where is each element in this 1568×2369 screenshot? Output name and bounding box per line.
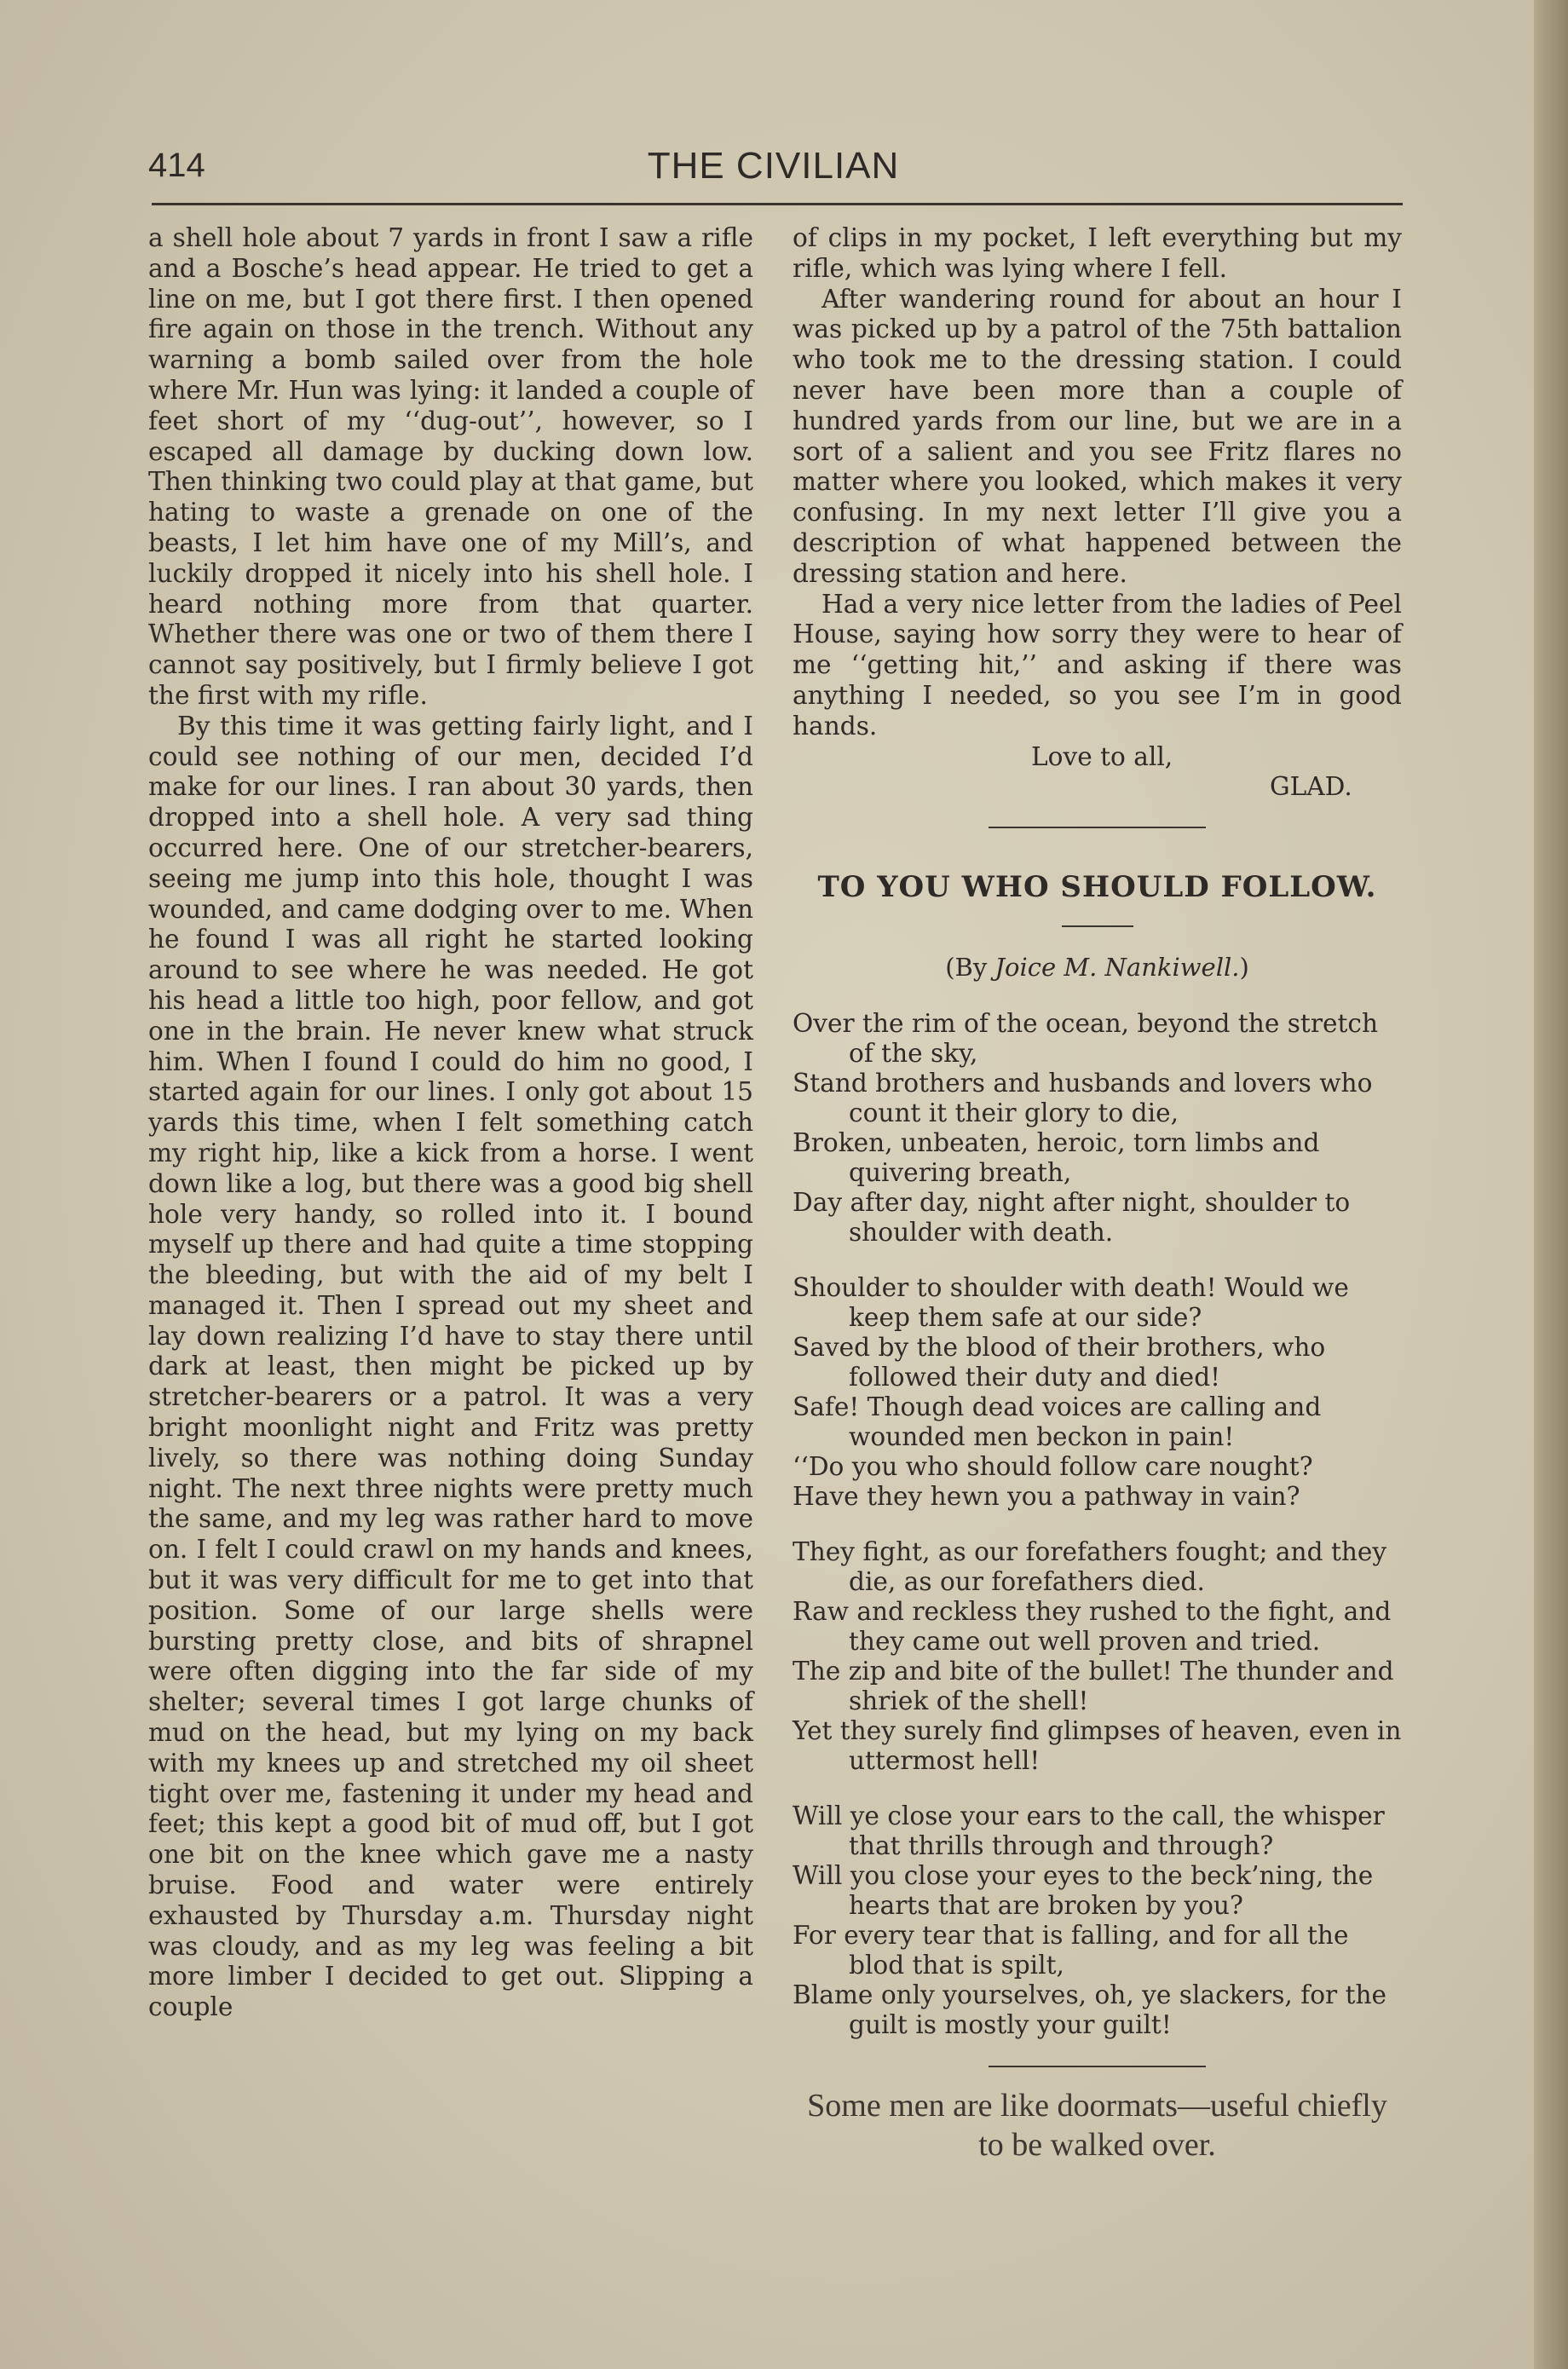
poem-line: Saved by the blood of their brothers, who followed their duty and died! <box>793 1332 1326 1392</box>
left-column <box>148 223 753 2023</box>
poem-line: ‘‘Do you who should follow care nought? <box>793 1451 1313 1481</box>
poem-line: They fight, as our forefathers fought; and they die, as our forefathers died. <box>793 1536 1387 1596</box>
right-column <box>793 223 1402 2164</box>
poem-line: Safe! Though dead voices are calling and wounded men beckon in pain! <box>793 1392 1322 1451</box>
page-binding-edge <box>1534 0 1568 2369</box>
header-rule <box>152 203 1403 205</box>
poem-stanza <box>793 1009 1402 1248</box>
title-divider <box>1062 925 1133 927</box>
page-header <box>145 143 1402 194</box>
page-number: 414 <box>148 147 205 184</box>
running-title: THE CIVILIAN <box>647 145 900 187</box>
poem-line: Will ye close your ears to the call, the whisper that thrills through and through? <box>793 1801 1385 1860</box>
poem-line: For every tear that is falling, and for all the blod that is spilt, <box>793 1920 1349 1980</box>
poem-line: Blame only yourselves, oh, ye slackers, for the guilt is mostly your guilt! <box>793 1980 1387 2039</box>
poem-stanza <box>793 1537 1402 1776</box>
letter-paragraph: Had a very nice letter from the ladies of Peel House, saying how sorry they were to hear of me ‘‘getting hit,’’ and asking if there was anything I needed, so you see I’m in good hands. <box>793 589 1402 741</box>
filler-quip: Some men are like doormats—useful chiefly to be walked over. <box>807 2087 1387 2163</box>
poem-line: Broken, unbeaten, heroic, torn limbs and quivering breath, <box>793 1127 1320 1187</box>
poem-line: Have they hewn you a pathway in vain? <box>793 1481 1300 1511</box>
letter-paragraph: After wandering round for about an hour I was picked up by a patrol of the 75th battalion who took me to the dressing station. I could never have been more than a couple of hundred yards from our line, but we are in a sort of a salient and you see Fritz flares no matter where you looked, which makes it very confusing. In my next letter I’ll give you a description of what happened between the dressing station and here. <box>793 284 1402 588</box>
letter-signoff <box>793 742 1402 804</box>
poem-line: The zip and bite of the bullet! The thunder and shriek of the shell! <box>793 1656 1394 1715</box>
section-divider <box>989 827 1206 828</box>
poem-line: Shoulder to shoulder with death! Would we keep them safe at our side? <box>793 1272 1349 1332</box>
poem-line: Stand brothers and husbands and lovers who count it their glory to die, <box>793 1068 1373 1127</box>
letter-paragraph: By this time it was getting fairly light, and I could see nothing of our men, decided I’d make for our lines. I ran about 30 yards, then dropped into a shell hole. A very sad thing occurred here. One of our stretcher-bearers, seeing me jump into this hole, thought I was wounded, and came dodging over to me. When he found I was all right he started looking around to see where he was needed. He got his head a little too high, poor fellow, and got one in the brain. He never knew what struck him. When I found I could do him no good, I started again for our lines. I only got about 15 yards this time, when I felt something catch my right hip, like a kick from a horse. I went down like a log, but there was a good big shell hole very handy, so rolled into it. I bound myself up there and had quite a time stopping the bleeding, but with the aid of my belt I managed it. Then I spread out my sheet and lay down realizing I’d have to stay there until dark at least, then might be picked up by stretcher-bearers or a patrol. It was a very bright moonlight night and Fritz was pretty lively, so there was nothing doing Sunday night. The next three nights were pretty much the same, and my leg was rather hard to move on. I felt I could crawl on my hands and knees, but it was very difficult for me to get into that position. Some of our large shells were bursting pretty close, and bits of shrapnel were often digging into the far side of my shelter; several times I got large chunks of mud on the head, but my lying on my back with my knees up and stretched my oil sheet tight over me, fastening it under my head and feet; this kept a good bit of mud off, but I got one bit on the knee which gave me a nasty bruise. Food and water were entirely exhausted by Thursday a.m. Thursday night was cloudy, and as my leg was feeling a bit more limber I decided to get out. Slipping a couple <box>148 711 753 2022</box>
poem-author: Joice M. Nankiwell. <box>994 952 1240 982</box>
poem-body <box>793 1009 1402 2040</box>
byline-prefix: (By <box>945 952 995 982</box>
poem-line: Yet they surely find glimpses of heaven, even in uttermost hell! <box>793 1715 1402 1775</box>
poem-line: Day after day, night after night, shoulder to shoulder with death. <box>793 1187 1351 1247</box>
poem-line: Will you close your eyes to the beck’ning, the hearts that are broken by you? <box>793 1860 1374 1920</box>
poem-stanza <box>793 1801 1402 2040</box>
poem-title: TO YOU WHO SHOULD FOLLOW. <box>817 870 1377 905</box>
poem-stanza <box>793 1273 1402 1512</box>
signature: GLAD. <box>1270 772 1352 802</box>
letter-paragraph: of clips in my pocket, I left everything but my rifle, which was lying where I fell. <box>793 223 1402 283</box>
poem-line: Raw and reckless they rushed to the fight, and they came out well proven and tried. <box>793 1596 1392 1656</box>
poem-byline <box>793 953 1402 983</box>
byline-suffix: ) <box>1239 952 1249 982</box>
letter-paragraph: a shell hole about 7 yards in front I saw a rifle and a Bosche’s head appear. He tried to get a line on me, but I got there first. I then opened fire again on those in the trench. Without any warning a bomb sailed over from the hole where Mr. Hun was lying: it landed a couple of feet short of my ‘‘dug-out’’, however, so I escaped all damage by ducking down low. Then thinking two could play at that game, but hating to waste a grenade on one of the beasts, I let him have one of my Mill’s, and luckily dropped it nicely into his shell hole. I heard nothing more from that quarter. Whether there was one or two of them there I cannot say positively, but I firmly believe I got the first with my rifle. <box>148 223 753 710</box>
section-divider <box>989 2066 1206 2067</box>
poem-line: Over the rim of the ocean, beyond the stretch of the sky, <box>793 1008 1379 1068</box>
closing-line: Love to all, <box>1031 741 1173 771</box>
